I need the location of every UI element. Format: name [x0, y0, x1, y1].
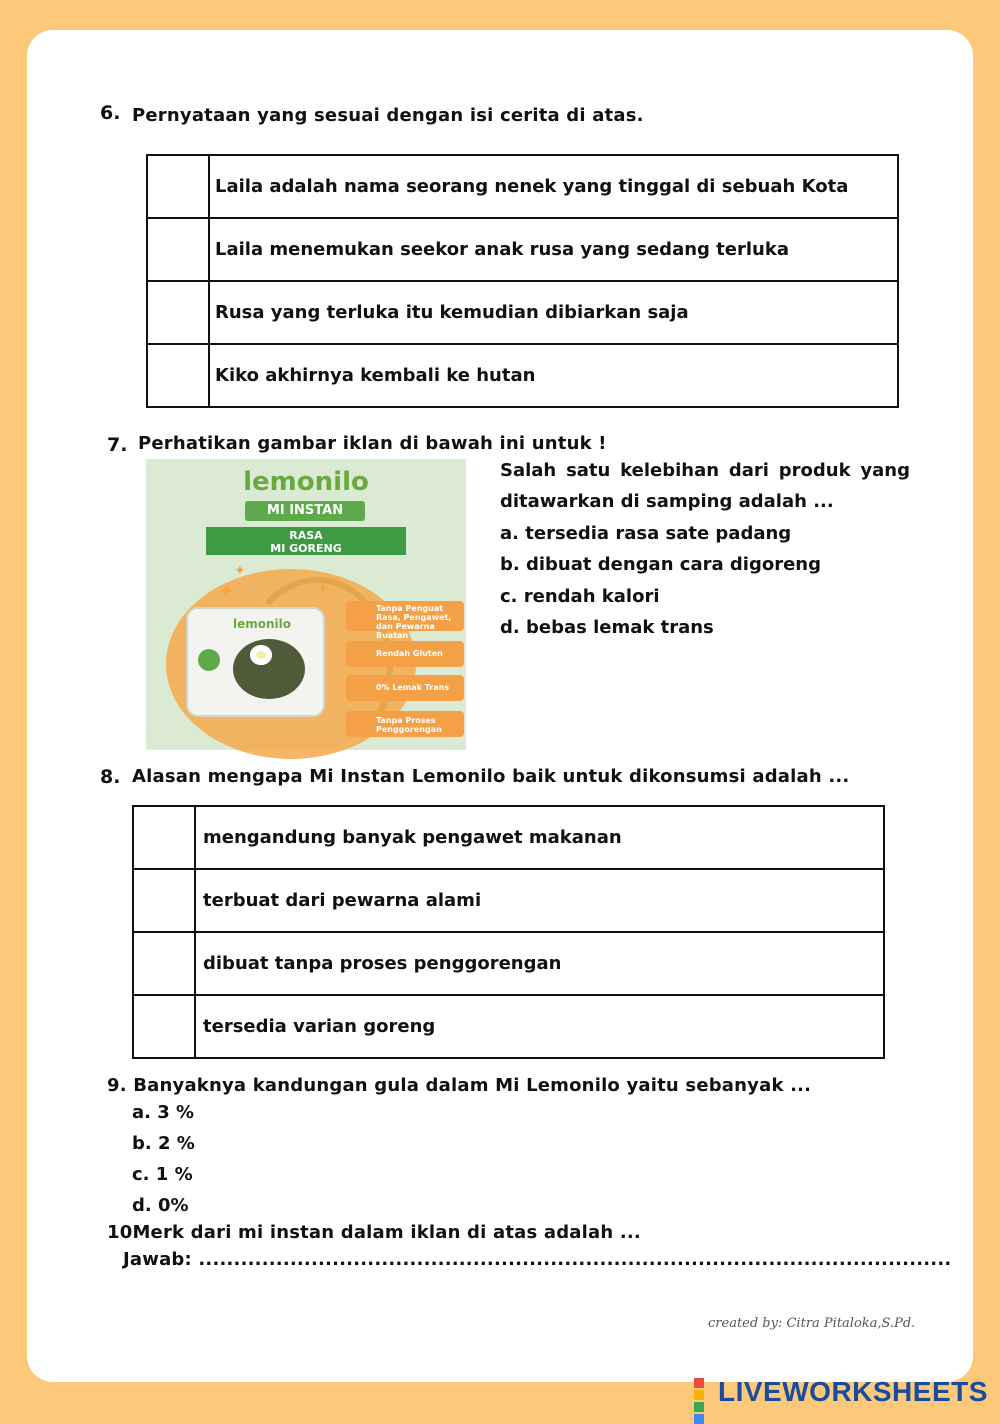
ad-pack-logo: lemonilo	[233, 617, 292, 631]
liveworksheets-logo-icon	[693, 1377, 715, 1401]
q8-checkbox-4[interactable]	[133, 995, 195, 1058]
q9-answer-c[interactable]: c. 1 %	[132, 1164, 193, 1185]
q8-option-1: mengandung banyak pengawet makanan	[195, 806, 884, 869]
ad-flavor-banner	[206, 527, 406, 555]
ad-claim-2: Rendah Gluten	[346, 641, 464, 667]
q6-checkbox-1[interactable]	[147, 155, 209, 218]
table-row	[147, 281, 898, 344]
q6-option-2: Laila menemukan seekor anak rusa yang sedang terluka	[209, 218, 898, 281]
q8-options-table	[132, 805, 885, 1059]
q10-text: 10Merk dari mi instan dalam iklan di atas adalah ...	[107, 1222, 641, 1243]
q6-number: 6.	[100, 102, 121, 124]
table-row	[133, 995, 884, 1058]
q6-options-table	[146, 154, 899, 408]
q7-answer-c[interactable]: c. rendah kalori	[500, 586, 660, 607]
ad-flavor-label: RASA	[289, 529, 323, 542]
q9-answer-b[interactable]: b. 2 %	[132, 1133, 195, 1154]
ad-claim-3: 0% Lemak Trans	[346, 675, 464, 701]
q9-answer-a[interactable]: a. 3 %	[132, 1102, 195, 1123]
q8-checkbox-3[interactable]	[133, 932, 195, 995]
q6-option-3: Rusa yang terluka itu kemudian dibiarkan saja	[209, 281, 898, 344]
ad-product-label: MI INSTAN	[245, 501, 365, 521]
q8-checkbox-2[interactable]	[133, 869, 195, 932]
liveworksheets-brand: LIVEWORKSHEETS	[718, 1376, 988, 1407]
q6-option-1: Laila adalah nama seorang nenek yang tinggal di sebuah Kota	[209, 155, 898, 218]
ad-claim-1: Tanpa Penguat Rasa, Pengawet, dan Pewarna Buatan	[346, 601, 464, 631]
table-row	[133, 932, 884, 995]
q8-checkbox-1[interactable]	[133, 806, 195, 869]
sparkle-icon: ✦	[316, 579, 330, 598]
author-signature: created by: Citra Pitaloka,S.Pd.	[708, 1316, 916, 1331]
table-row	[133, 806, 884, 869]
q7-question-line-1: Salah satu kelebihan dari produk yang	[500, 460, 910, 481]
q8-option-3: dibuat tanpa proses penggorengan	[195, 932, 884, 995]
q8-option-2: terbuat dari pewarna alami	[195, 869, 884, 932]
q6-checkbox-3[interactable]	[147, 281, 209, 344]
q8-text: Alasan mengapa Mi Instan Lemonilo baik untuk dikonsumsi adalah ...	[132, 766, 850, 787]
q7-question-line-2: ditawarkan di samping adalah ...	[500, 491, 834, 512]
q7-answer-b[interactable]: b. dibuat dengan cara digoreng	[500, 554, 821, 575]
q9-text: 9. Banyaknya kandungan gula dalam Mi Lemonilo yaitu sebanyak ...	[107, 1075, 812, 1096]
q10-answer-field[interactable]: Jawab: ...........................................................................................................	[123, 1249, 952, 1270]
q7-text: Perhatikan gambar iklan di bawah ini untuk !	[138, 433, 607, 454]
ad-flavor-name: MI GORENG	[270, 542, 342, 555]
ad-claim-4: Tanpa Proses Penggorengan	[346, 711, 464, 737]
q7-answer-d[interactable]: d. bebas lemak trans	[500, 617, 714, 638]
table-row	[133, 869, 884, 932]
table-row	[147, 344, 898, 407]
table-row	[147, 218, 898, 281]
lemonilo-ad-image	[146, 459, 466, 750]
check-icon	[198, 649, 220, 671]
q7-answer-a[interactable]: a. tersedia rasa sate padang	[500, 523, 792, 544]
q6-checkbox-4[interactable]	[147, 344, 209, 407]
ad-product-pack	[186, 607, 325, 717]
sparkle-icon: ✦	[234, 563, 246, 579]
q6-checkbox-2[interactable]	[147, 218, 209, 281]
ad-brand-logo: lemonilo	[243, 467, 369, 497]
ad-egg	[250, 645, 272, 665]
q8-option-4: tersedia varian goreng	[195, 995, 884, 1058]
q7-number: 7.	[107, 434, 128, 456]
q9-answer-d[interactable]: d. 0%	[132, 1195, 189, 1216]
q8-number: 8.	[100, 766, 121, 788]
q6-text: Pernyataan yang sesuai dengan isi cerita di atas.	[132, 105, 644, 126]
sparkle-icon: ✦	[218, 579, 235, 603]
q6-option-4: Kiko akhirnya kembali ke hutan	[209, 344, 898, 407]
table-row	[147, 155, 898, 218]
